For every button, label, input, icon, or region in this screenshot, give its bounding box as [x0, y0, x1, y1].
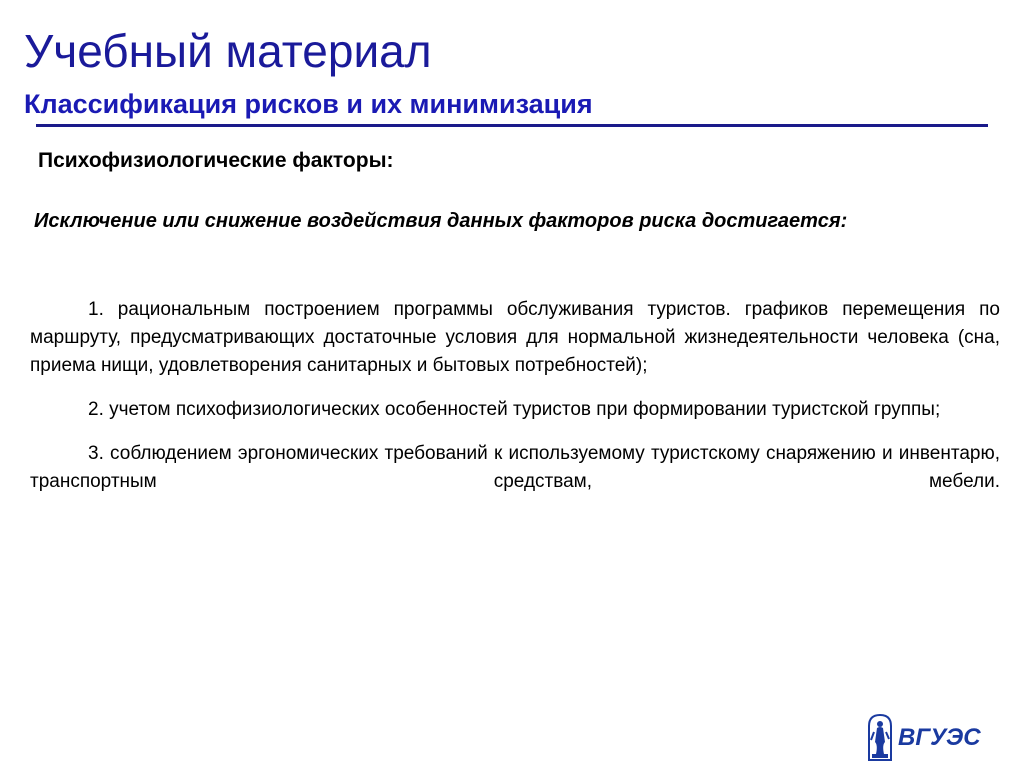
- title-divider: [36, 124, 988, 127]
- university-logo: [866, 712, 986, 762]
- intro-text: Исключение или снижение воздействия данных факторов риска достигается:: [34, 210, 848, 232]
- list-item: 3. соблюдением эргономических требований к используемому туристскому снаряжению и инвентарю, транспортным средствам, мебели.: [30, 443, 1000, 492]
- slide-title: Учебный материал: [24, 25, 432, 77]
- section-heading: Психофизиологические факторы:: [38, 149, 394, 172]
- slide-subtitle: Классификация рисков и их минимизация: [24, 89, 593, 119]
- list-item: 2. учетом психофизиологических особенностей туристов при формировании туристской группы;: [88, 399, 941, 420]
- content-body: [30, 296, 1000, 512]
- logo-text: ВГУЭС: [898, 724, 981, 751]
- list-item: 1. рациональным построением программы обслуживания туристов. графиков перемещения по маршруту, предусматривающих достаточные условия для нормальной жизнедеятельности человека (сна, приема нищи, удовлетворения санитарных и бытовых потребностей);: [30, 299, 1000, 376]
- statue-emblem-icon: [866, 712, 986, 762]
